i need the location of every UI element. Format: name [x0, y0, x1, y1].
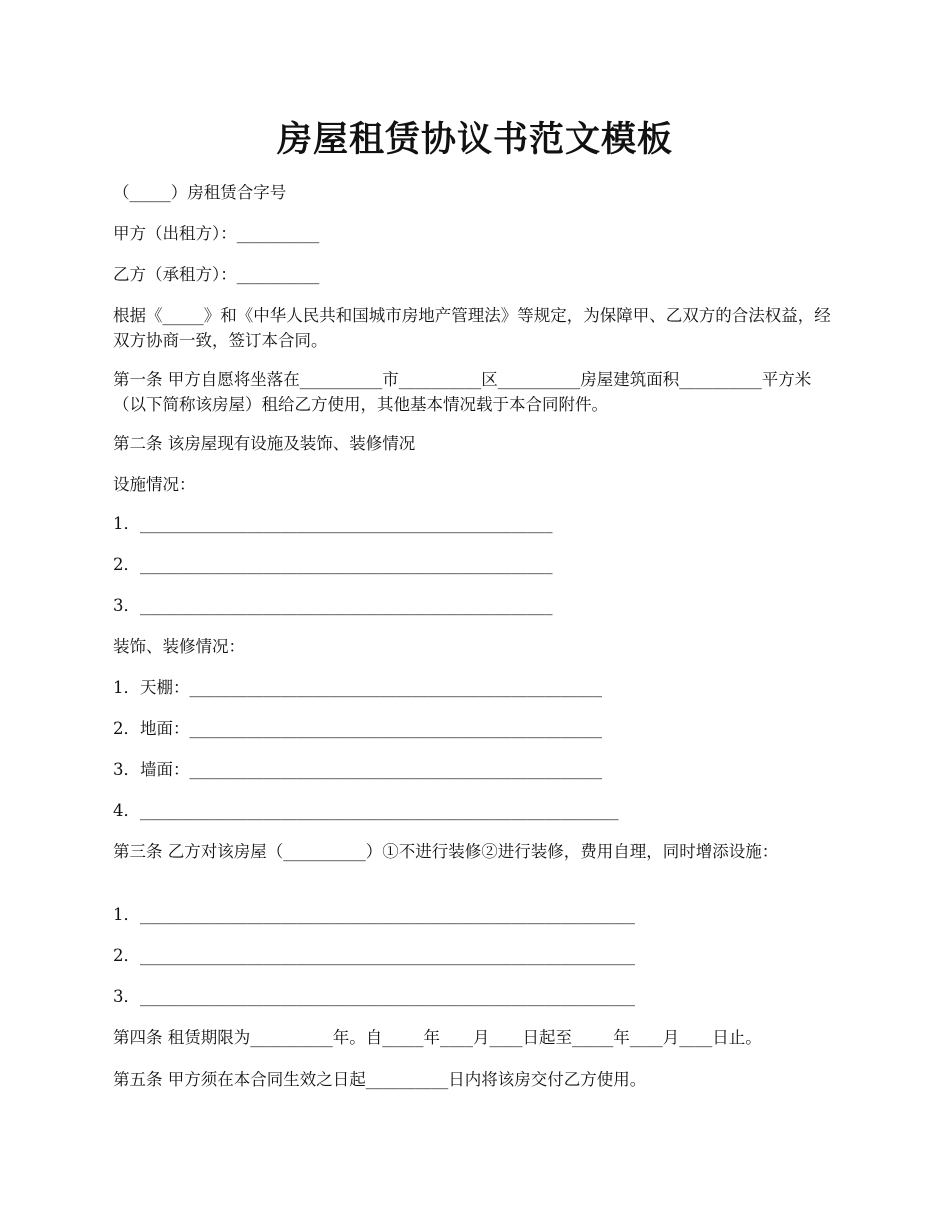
- added-facility-item-3: 3．____________________________________________________________: [113, 987, 635, 1006]
- facility-item-1: 1．__________________________________________________: [113, 514, 553, 533]
- decoration-item-floor: 2．地面：__________________________________________________: [113, 719, 602, 738]
- added-facility-item-1: 1．____________________________________________________________: [113, 905, 635, 924]
- document-title: 房屋租赁协议书范文模板: [276, 119, 673, 160]
- decoration-item-wall: 3．墙面：__________________________________________________: [113, 760, 602, 779]
- decoration-heading: 装饰、装修情况：: [113, 637, 245, 656]
- added-facility-item-2: 2．____________________________________________________________: [113, 946, 635, 965]
- contract-number-line: （_____）房租赁合字号: [113, 183, 287, 202]
- facility-item-2: 2．__________________________________________________: [113, 555, 553, 574]
- party-b-line: 乙方（承租方）：__________: [113, 265, 320, 284]
- article-4-paragraph: 第四条 租赁期限为__________年。自_____年____月____日起至_____年____月____日止。: [113, 1028, 762, 1047]
- preamble-paragraph: 根据《_____》和《中华人民共和国城市房地产管理法》等规定，为保障甲、乙双方的合法权益，经双方协商一致，签订本合同。: [113, 306, 831, 350]
- decoration-item-ceiling: 1．天棚：__________________________________________________: [113, 678, 602, 697]
- party-a-line: 甲方（出租方）：__________: [113, 224, 320, 243]
- decoration-item-4: 4．__________________________________________________________: [113, 801, 619, 820]
- facilities-heading: 设施情况：: [113, 475, 196, 494]
- article-5-paragraph: 第五条 甲方须在本合同生效之日起__________日内将该房交付乙方使用。: [113, 1070, 647, 1089]
- facility-item-3: 3．__________________________________________________: [113, 596, 553, 615]
- article-1-paragraph: 第一条 甲方自愿将坐落在__________市__________区__________房屋建筑面积__________平方米（以下简称该房屋）租给乙方使用，其他基本情况载于本合同附件。: [113, 370, 812, 414]
- article-2-heading: 第二条 该房屋现有设施及装饰、装修情况: [113, 434, 416, 453]
- article-3-paragraph: 第三条 乙方对该房屋（__________）①不进行装修②进行装修，费用自理，同时增添设施：: [113, 842, 779, 861]
